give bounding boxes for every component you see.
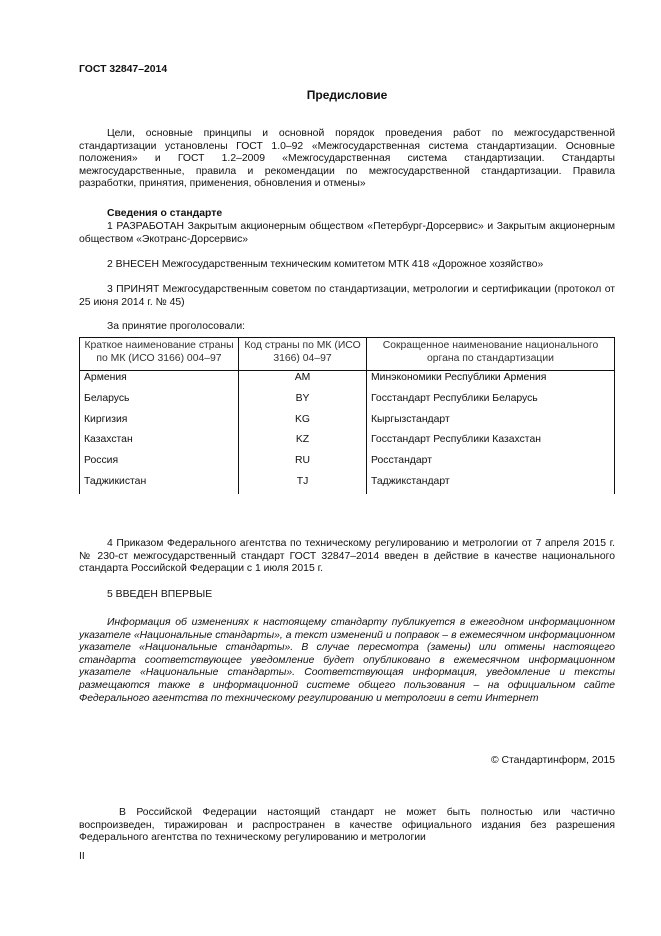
code: KG (239, 414, 367, 435)
intro-paragraph: Цели, основные принципы и основной порядок проведения работ по межгосударственной стандартизации установлены ГОСТ 1.0–92 «Межгосударственная система стандартизации. Основные положения» и ГОСТ 1.2–2009 «Межгосударственная система стандартизации. Стандарты межгосударственные, правила и рекомендации по межгосударственной стандартизации. Правила разработки, принятия, применения, обновления и отмены» (79, 128, 615, 190)
code: AM (239, 371, 367, 393)
changes-info: Информация об изменениях к настоящему стандарту публикуется в ежегодном информационном указателе «Национальные стандарты», а текст изменений и поправок – в ежемесячном информационном указателе «Национальные стандарты». В случае пересмотра (замены) или отмены настоящего стандарта соответствующее уведомление будет опубликовано в ежемесячном информационном указателе «Национальные стандарты». Соответствующая информация, уведомление и тексты размещаются также в информационной системе общего пользования – на официальном сайте Федерального агентства по техническому регулированию и метрологии в сети Интернет (79, 617, 615, 704)
code: KZ (239, 434, 367, 455)
col-header-code: Код страны по МК (ИСО 3166) 04–97 (239, 338, 367, 371)
item-3: 3 ПРИНЯТ Межгосударственным советом по стандартизации, метрологии и сертификации (протокол от 25 июня 2014 г. № 45) (79, 284, 615, 308)
country: Таджикистан (80, 476, 239, 494)
code: RU (239, 455, 367, 476)
item-5: 5 ВВЕДЕН ВПЕРВЫЕ (107, 589, 213, 600)
copyright: © Стандартинформ, 2015 (490, 755, 615, 766)
page-number: II (79, 851, 85, 862)
code: TJ (239, 476, 367, 494)
standards-body: Минэкономики Республики Армения (367, 371, 615, 393)
country: Беларусь (80, 393, 239, 414)
standards-body: Таджикстандарт (367, 476, 615, 494)
standards-body: Госстандарт Республики Казахстан (367, 434, 615, 455)
standards-body: Росстандарт (367, 455, 615, 476)
country: Армения (80, 371, 239, 393)
table-row (80, 476, 615, 494)
document-header: ГОСТ 32847–2014 (79, 64, 168, 75)
standards-body: Госстандарт Республики Беларусь (367, 393, 615, 414)
item-2: 2 ВНЕСЕН Межгосударственным техническим комитетом МТК 418 «Дорожное хозяйство» (107, 259, 544, 270)
table-header-row (80, 338, 615, 371)
voting-table (79, 337, 615, 494)
table-row (80, 371, 615, 393)
col-header-country: Краткое наименование страны по МК (ИСО 3166) 004–97 (80, 338, 239, 371)
voted-label: За принятие проголосовали: (107, 321, 246, 332)
info-heading: Сведения о стандарте (107, 208, 223, 219)
item-4: 4 Приказом Федерального агентства по техническому регулированию и метрологии от 7 апреля 2015 г. № 230-ст межгосударственный стандарт ГОСТ 32847–2014 введен в действие в качестве национального стандарта Российской Федерации с 1 июля 2015 г. (79, 538, 615, 575)
reproduction-notice: В Российской Федерации настоящий стандарт не может быть полностью или частично воспроизведен, тиражирован и распространен в качестве официального издания без разрешения Федерального агентства по техническому регулированию и метрологии (79, 807, 615, 844)
col-header-body: Сокращенное наименование национального органа по стандартизации (367, 338, 615, 371)
standards-body: Кыргызстандарт (367, 414, 615, 435)
table-row (80, 455, 615, 476)
code: BY (239, 393, 367, 414)
table-row (80, 434, 615, 455)
item-1: 1 РАЗРАБОТАН Закрытым акционерным обществом «Петербург-Дорсервис» и Закрытым акционерным обществом «Экотранс-Дорсервис» (79, 221, 615, 245)
country: Казахстан (80, 434, 239, 455)
country: Киргизия (80, 414, 239, 435)
table-row (80, 414, 615, 435)
table-row (80, 393, 615, 414)
country: Россия (80, 455, 239, 476)
page-title: Предисловие (306, 88, 388, 102)
